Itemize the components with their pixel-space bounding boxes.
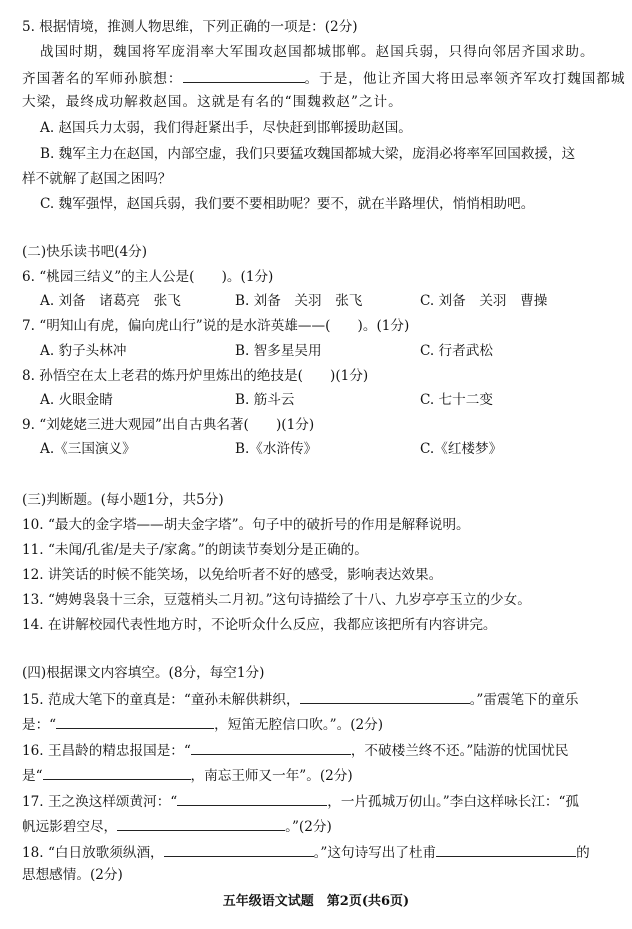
- q17-line1-a: 17. 王之涣这样颂黄河：“: [22, 794, 178, 810]
- q16-line2-b: ，南忘王师又一年”。(2分): [190, 768, 353, 784]
- section3-title: (三)判断题。(每小题1分，共5分): [22, 492, 224, 508]
- q9-stem: 9. “刘姥姥三进大观园”出自古典名著( )(1分): [22, 417, 315, 433]
- section2-title: (二)快乐读书吧(4分): [22, 244, 148, 260]
- q17-line2-b: 。”(2分): [285, 819, 332, 835]
- q15-line2-a: 是：“: [22, 717, 57, 733]
- q15-blank-2[interactable]: [56, 714, 214, 729]
- q12: 12. 讲笑话的时候不能笑场，以免给听者不好的感受，影响表达效果。: [22, 567, 443, 583]
- q9-option-b: B.《水浒传》: [235, 441, 318, 457]
- q17-line2-a: 帆远影碧空尽，: [22, 819, 118, 835]
- q6-stem: 6. “桃园三结义”的主人公是( )。(1分): [22, 269, 274, 285]
- q15-line2: [22, 714, 383, 734]
- section4-title: (四)根据课文内容填空。(8分，每空1分): [22, 665, 265, 681]
- page-footer: 五年级语文试题 第2页(共6页): [222, 894, 410, 909]
- q6-option-a: A. 刘备 诸葛亮 张飞: [40, 293, 181, 309]
- q15-line1-b: 。”雷震笔下的童乐: [469, 692, 579, 708]
- q17-line1: [22, 791, 579, 811]
- q18-line1-c: 的: [576, 845, 590, 861]
- q16-blank-2[interactable]: [43, 765, 191, 780]
- q15-line1-a: 15. 范成大笔下的童真是：“童孙未解供耕织，: [22, 692, 300, 708]
- q18-line1: [22, 842, 590, 862]
- q5-option-a: A. 赵国兵力太弱，我们得赶紧出手，尽快赶到邯郸援助赵国。: [40, 120, 412, 136]
- q14: 14. 在讲解校园代表性地方时，不论听众什么反应，我都应该把所有内容讲完。: [22, 617, 497, 633]
- q16-line1-b: ，不破楼兰终不还。”陆游的忧国忧民: [350, 743, 569, 759]
- q8-option-a: A. 火眼金睛: [40, 392, 113, 408]
- q18-line1-b: 。”这句诗写出了杜甫: [313, 845, 437, 861]
- q7-option-b: B. 智多星吴用: [235, 343, 322, 359]
- q15-blank-1[interactable]: [300, 689, 470, 704]
- q6-option-b: B. 刘备 关羽 张飞: [235, 293, 363, 309]
- q5-passage-line2: [22, 68, 626, 88]
- q16-line2-a: 是“: [22, 768, 43, 784]
- q8-option-b: B. 筋斗云: [235, 392, 295, 408]
- q5-passage-line1: 战国时期，魏国将军庞涓率大军围攻赵国都城邯郸。赵国兵弱，只得向邻居齐国求助。: [40, 44, 595, 60]
- q9-option-a: A.《三国演义》: [40, 441, 136, 457]
- q18-blank-2[interactable]: [436, 842, 576, 857]
- q16-line2: [22, 765, 353, 785]
- q5-passage-line2-a: 齐国著名的军师孙膑想：: [22, 71, 183, 87]
- q18-line1-a: 18. “白日放歌须纵酒，: [22, 845, 164, 861]
- q6-option-c: C. 刘备 关羽 曹操: [420, 293, 548, 309]
- q7-stem: 7. “明知山有虎，偏向虎山行”说的是水浒英雄——( )。(1分): [22, 318, 410, 334]
- q16-line1: [22, 740, 568, 760]
- q5-option-b-line1: B. 魏军主力在赵国，内部空虚，我们只要猛攻魏国都城大梁，庞涓必将率军回国救援，这: [40, 146, 576, 162]
- q13: 13. “娉娉袅袅十三余，豆蔻梢头二月初。”这句诗描绘了十八、九岁亭亭玉立的少女。: [22, 592, 531, 608]
- q5-answer-blank[interactable]: [183, 68, 305, 83]
- q5-stem: 5. 根据情境，推测人物思维，下列正确的一项是：(2分): [22, 19, 358, 35]
- q5-option-b-line2: 样不就解了赵国之困吗？: [22, 171, 172, 187]
- q17-line1-b: ，一片孤城万仞山。”李白这样咏长江：“孤: [327, 794, 580, 810]
- q10: 10. “最大的金字塔——胡夫金字塔”。句子中的破折号的作用是解释说明。: [22, 517, 470, 533]
- q18-line2: 思想感情。(2分): [22, 867, 123, 883]
- q18-blank-1[interactable]: [164, 842, 314, 857]
- q17-blank-1[interactable]: [177, 791, 327, 806]
- q16-blank-1[interactable]: [191, 740, 351, 755]
- q7-option-a: A. 豹子头林冲: [40, 343, 127, 359]
- q15-line1: [22, 689, 578, 709]
- q5-passage-line3: 大梁，最终成功解救赵国。这就是有名的“围魏救赵”之计。: [22, 94, 403, 110]
- q17-line2: [22, 816, 332, 836]
- q15-line2-b: ，短笛无腔信口吹。”。(2分): [214, 717, 384, 733]
- q11: 11. “未闻/孔雀/是夫子/家禽。”的朗读节奏划分是正确的。: [22, 542, 368, 558]
- q7-option-c: C. 行者武松: [420, 343, 493, 359]
- q17-blank-2[interactable]: [117, 816, 285, 831]
- q9-option-c: C.《红楼梦》: [420, 441, 503, 457]
- q16-line1-a: 16. 王昌龄的精忠报国是：“: [22, 743, 191, 759]
- q5-option-c: C. 魏军强悍，赵国兵弱，我们要不要相助呢？要不，就在半路埋伏，悄悄相助吧。: [40, 196, 535, 212]
- q8-stem: 8. 孙悟空在太上老君的炼丹炉里炼出的绝技是( )(1分): [22, 368, 369, 384]
- q5-passage-line2-b: 。于是，他让齐国大将田忌率领齐军攻打魏国都城: [304, 71, 626, 87]
- q8-option-c: C. 七十二变: [420, 392, 493, 408]
